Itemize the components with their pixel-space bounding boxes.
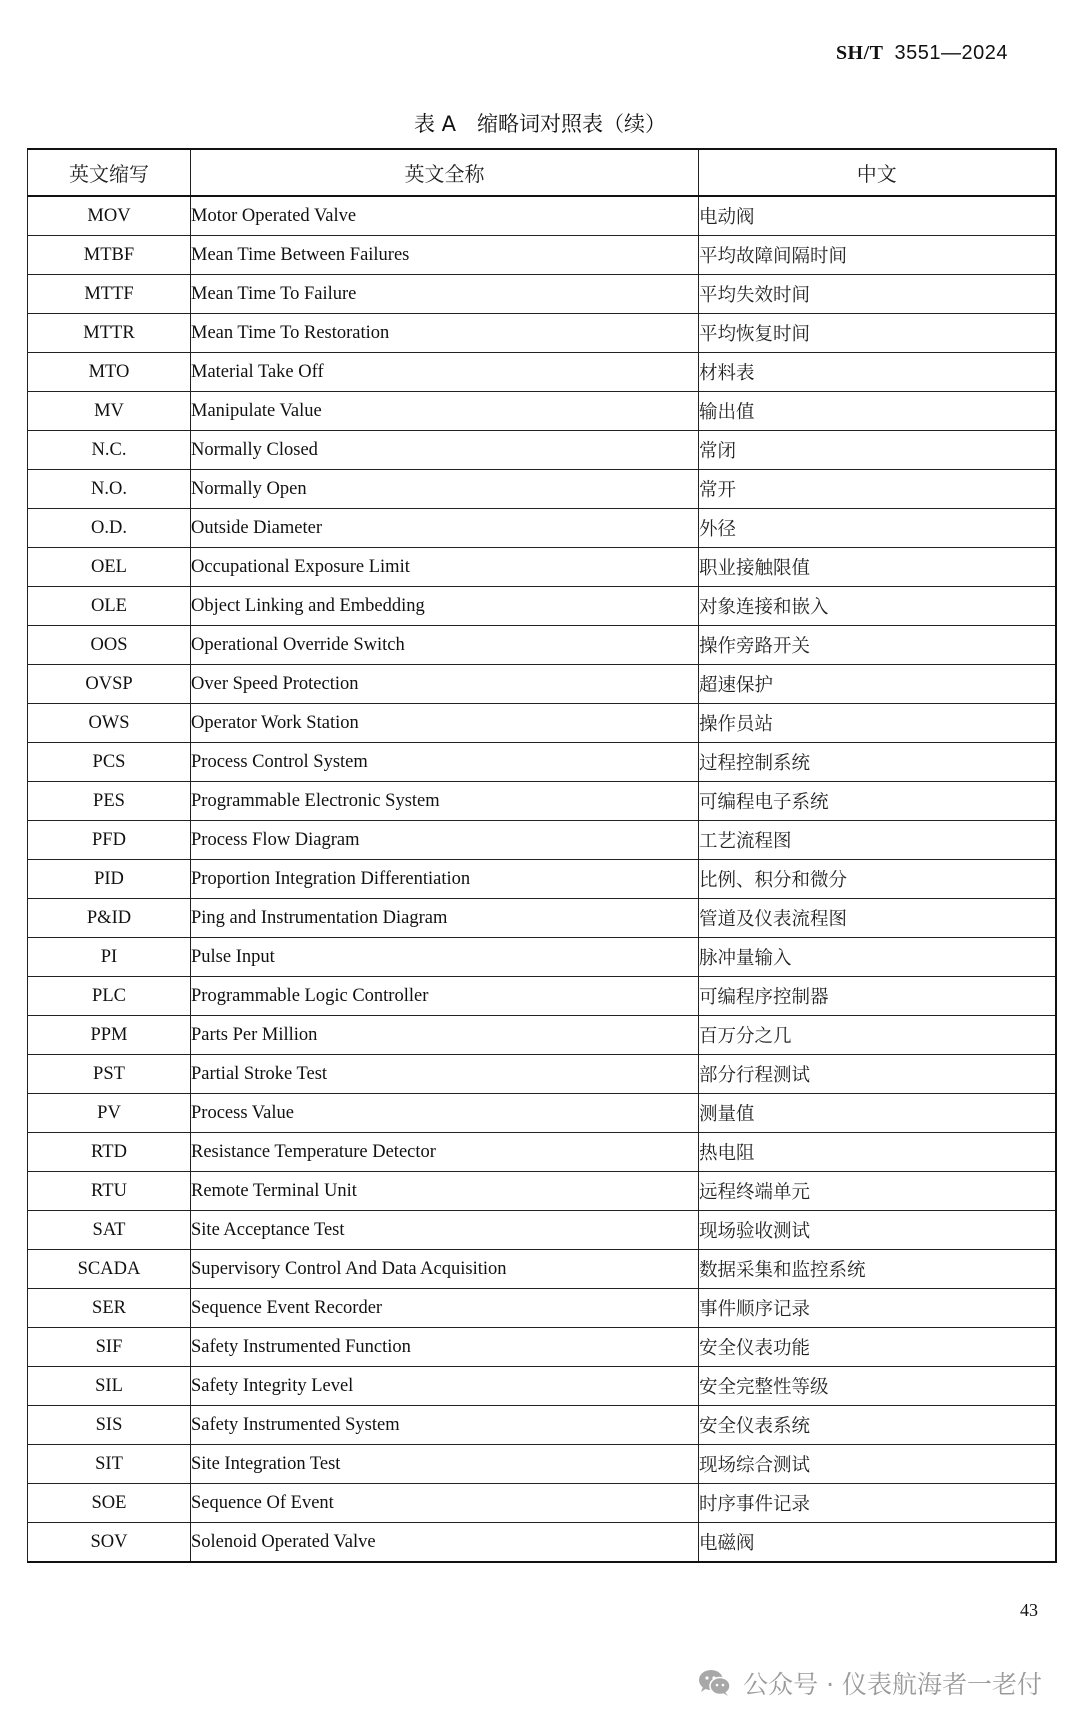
full-name-cell: Outside Diameter bbox=[191, 509, 699, 548]
abbr-cell: N.C. bbox=[28, 431, 191, 470]
standard-code bbox=[836, 42, 1008, 65]
full-name-cell: Process Value bbox=[191, 1094, 699, 1133]
table-row bbox=[28, 548, 1056, 587]
chinese-name-cell: 安全仪表功能 bbox=[699, 1328, 1056, 1367]
table-row bbox=[28, 665, 1056, 704]
abbr-cell: SER bbox=[28, 1289, 191, 1328]
chinese-name-cell: 管道及仪表流程图 bbox=[699, 899, 1056, 938]
abbr-cell: PID bbox=[28, 860, 191, 899]
chinese-name-cell: 电动阀 bbox=[699, 196, 1056, 236]
table-row bbox=[28, 1328, 1056, 1367]
full-name-cell: Safety Instrumented Function bbox=[191, 1328, 699, 1367]
chinese-name-cell: 热电阻 bbox=[699, 1133, 1056, 1172]
abbr-cell: RTU bbox=[28, 1172, 191, 1211]
table-row bbox=[28, 860, 1056, 899]
table-row bbox=[28, 353, 1056, 392]
table-row bbox=[28, 1094, 1056, 1133]
table-row bbox=[28, 236, 1056, 275]
wechat-icon bbox=[697, 1668, 733, 1698]
chinese-name-cell: 操作员站 bbox=[699, 704, 1056, 743]
table-row bbox=[28, 1211, 1056, 1250]
abbr-cell: MTO bbox=[28, 353, 191, 392]
table-body bbox=[28, 196, 1056, 1562]
full-name-cell: Material Take Off bbox=[191, 353, 699, 392]
abbr-cell: OOS bbox=[28, 626, 191, 665]
table-row bbox=[28, 1406, 1056, 1445]
page-number: 43 bbox=[1020, 1600, 1038, 1620]
full-name-cell: Safety Instrumented System bbox=[191, 1406, 699, 1445]
abbr-cell: PCS bbox=[28, 743, 191, 782]
abbr-cell: OEL bbox=[28, 548, 191, 587]
table-row bbox=[28, 1250, 1056, 1289]
table-row bbox=[28, 821, 1056, 860]
chinese-name-cell: 现场综合测试 bbox=[699, 1445, 1056, 1484]
chinese-name-cell: 超速保护 bbox=[699, 665, 1056, 704]
table-row bbox=[28, 1367, 1056, 1406]
full-name-cell: Sequence Event Recorder bbox=[191, 1289, 699, 1328]
chinese-name-cell: 平均恢复时间 bbox=[699, 314, 1056, 353]
table-row bbox=[28, 1172, 1056, 1211]
chinese-name-cell: 数据采集和监控系统 bbox=[699, 1250, 1056, 1289]
chinese-name-cell: 外径 bbox=[699, 509, 1056, 548]
column-header-chinese: 中文 bbox=[699, 149, 1056, 196]
full-name-cell: Over Speed Protection bbox=[191, 665, 699, 704]
chinese-name-cell: 常开 bbox=[699, 470, 1056, 509]
chinese-name-cell: 百万分之几 bbox=[699, 1016, 1056, 1055]
watermark bbox=[697, 1665, 1042, 1701]
abbr-cell: PI bbox=[28, 938, 191, 977]
full-name-cell: Object Linking and Embedding bbox=[191, 587, 699, 626]
full-name-cell: Proportion Integration Differentiation bbox=[191, 860, 699, 899]
full-name-cell: Programmable Electronic System bbox=[191, 782, 699, 821]
full-name-cell: Parts Per Million bbox=[191, 1016, 699, 1055]
abbr-cell: MOV bbox=[28, 196, 191, 236]
table-row bbox=[28, 1016, 1056, 1055]
table-row bbox=[28, 626, 1056, 665]
abbr-cell: SCADA bbox=[28, 1250, 191, 1289]
full-name-cell: Supervisory Control And Data Acquisition bbox=[191, 1250, 699, 1289]
full-name-cell: Pulse Input bbox=[191, 938, 699, 977]
full-name-cell: Motor Operated Valve bbox=[191, 196, 699, 236]
column-header-abbr: 英文缩写 bbox=[28, 149, 191, 196]
abbr-cell: MTBF bbox=[28, 236, 191, 275]
full-name-cell: Occupational Exposure Limit bbox=[191, 548, 699, 587]
chinese-name-cell: 安全完整性等级 bbox=[699, 1367, 1056, 1406]
table-row bbox=[28, 470, 1056, 509]
abbr-cell: PFD bbox=[28, 821, 191, 860]
abbr-cell: SIS bbox=[28, 1406, 191, 1445]
abbr-cell: PST bbox=[28, 1055, 191, 1094]
table-row bbox=[28, 782, 1056, 821]
chinese-name-cell: 工艺流程图 bbox=[699, 821, 1056, 860]
chinese-name-cell: 过程控制系统 bbox=[699, 743, 1056, 782]
column-header-full-name: 英文全称 bbox=[191, 149, 699, 196]
chinese-name-cell: 安全仪表系统 bbox=[699, 1406, 1056, 1445]
full-name-cell: Process Control System bbox=[191, 743, 699, 782]
table-row bbox=[28, 743, 1056, 782]
full-name-cell: Process Flow Diagram bbox=[191, 821, 699, 860]
abbr-cell: PPM bbox=[28, 1016, 191, 1055]
table-row bbox=[28, 431, 1056, 470]
standard-number: 3551—2024 bbox=[894, 42, 1008, 64]
abbr-cell: SOE bbox=[28, 1484, 191, 1523]
chinese-name-cell: 时序事件记录 bbox=[699, 1484, 1056, 1523]
chinese-name-cell: 职业接触限值 bbox=[699, 548, 1056, 587]
chinese-name-cell: 比例、积分和微分 bbox=[699, 860, 1056, 899]
table-row bbox=[28, 587, 1056, 626]
chinese-name-cell: 平均故障间隔时间 bbox=[699, 236, 1056, 275]
abbr-cell: MTTR bbox=[28, 314, 191, 353]
table-row bbox=[28, 509, 1056, 548]
chinese-name-cell: 远程终端单元 bbox=[699, 1172, 1056, 1211]
chinese-name-cell: 常闭 bbox=[699, 431, 1056, 470]
chinese-name-cell: 可编程电子系统 bbox=[699, 782, 1056, 821]
full-name-cell: Operational Override Switch bbox=[191, 626, 699, 665]
full-name-cell: Site Integration Test bbox=[191, 1445, 699, 1484]
abbr-cell: MV bbox=[28, 392, 191, 431]
full-name-cell: Solenoid Operated Valve bbox=[191, 1523, 699, 1563]
chinese-name-cell: 材料表 bbox=[699, 353, 1056, 392]
watermark-text: 公众号 · 仪表航海者一老付 bbox=[743, 1670, 1042, 1699]
abbr-cell: SIL bbox=[28, 1367, 191, 1406]
table-title: 表 A 缩略词对照表（续） bbox=[413, 112, 667, 136]
abbr-cell: OWS bbox=[28, 704, 191, 743]
table-row bbox=[28, 392, 1056, 431]
full-name-cell: Safety Integrity Level bbox=[191, 1367, 699, 1406]
abbr-cell: MTTF bbox=[28, 275, 191, 314]
chinese-name-cell: 现场验收测试 bbox=[699, 1211, 1056, 1250]
chinese-name-cell: 平均失效时间 bbox=[699, 275, 1056, 314]
abbr-cell: PES bbox=[28, 782, 191, 821]
full-name-cell: Site Acceptance Test bbox=[191, 1211, 699, 1250]
standard-prefix: SH/T bbox=[835, 42, 884, 64]
table-header-row bbox=[28, 149, 1056, 196]
table-row bbox=[28, 314, 1056, 353]
full-name-cell: Remote Terminal Unit bbox=[191, 1172, 699, 1211]
full-name-cell: Programmable Logic Controller bbox=[191, 977, 699, 1016]
table-row bbox=[28, 1523, 1056, 1563]
abbr-cell: PV bbox=[28, 1094, 191, 1133]
table-row bbox=[28, 1484, 1056, 1523]
table-row bbox=[28, 938, 1056, 977]
full-name-cell: Operator Work Station bbox=[191, 704, 699, 743]
table-row bbox=[28, 1133, 1056, 1172]
full-name-cell: Partial Stroke Test bbox=[191, 1055, 699, 1094]
table-row bbox=[28, 1055, 1056, 1094]
chinese-name-cell: 事件顺序记录 bbox=[699, 1289, 1056, 1328]
chinese-name-cell: 对象连接和嵌入 bbox=[699, 587, 1056, 626]
full-name-cell: Resistance Temperature Detector bbox=[191, 1133, 699, 1172]
full-name-cell: Normally Open bbox=[191, 470, 699, 509]
abbr-cell: PLC bbox=[28, 977, 191, 1016]
full-name-cell: Sequence Of Event bbox=[191, 1484, 699, 1523]
abbreviation-table bbox=[27, 148, 1057, 1563]
chinese-name-cell: 脉冲量输入 bbox=[699, 938, 1056, 977]
abbr-cell: O.D. bbox=[28, 509, 191, 548]
abbr-cell: OVSP bbox=[28, 665, 191, 704]
abbr-cell: RTD bbox=[28, 1133, 191, 1172]
abbr-cell: SAT bbox=[28, 1211, 191, 1250]
full-name-cell: Mean Time To Restoration bbox=[191, 314, 699, 353]
chinese-name-cell: 部分行程测试 bbox=[699, 1055, 1056, 1094]
chinese-name-cell: 操作旁路开关 bbox=[699, 626, 1056, 665]
abbr-cell: N.O. bbox=[28, 470, 191, 509]
table-row bbox=[28, 899, 1056, 938]
abbr-cell: SIT bbox=[28, 1445, 191, 1484]
full-name-cell: Mean Time To Failure bbox=[191, 275, 699, 314]
chinese-name-cell: 电磁阀 bbox=[699, 1523, 1056, 1563]
table-row bbox=[28, 704, 1056, 743]
abbr-cell: P&ID bbox=[28, 899, 191, 938]
table-row bbox=[28, 196, 1056, 236]
full-name-cell: Normally Closed bbox=[191, 431, 699, 470]
table-row bbox=[28, 977, 1056, 1016]
full-name-cell: Mean Time Between Failures bbox=[191, 236, 699, 275]
table-row bbox=[28, 1289, 1056, 1328]
abbr-cell: OLE bbox=[28, 587, 191, 626]
full-name-cell: Ping and Instrumentation Diagram bbox=[191, 899, 699, 938]
chinese-name-cell: 可编程序控制器 bbox=[699, 977, 1056, 1016]
chinese-name-cell: 测量值 bbox=[699, 1094, 1056, 1133]
full-name-cell: Manipulate Value bbox=[191, 392, 699, 431]
chinese-name-cell: 输出值 bbox=[699, 392, 1056, 431]
abbr-cell: SIF bbox=[28, 1328, 191, 1367]
abbr-cell: SOV bbox=[28, 1523, 191, 1563]
table-row bbox=[28, 1445, 1056, 1484]
table-row bbox=[28, 275, 1056, 314]
